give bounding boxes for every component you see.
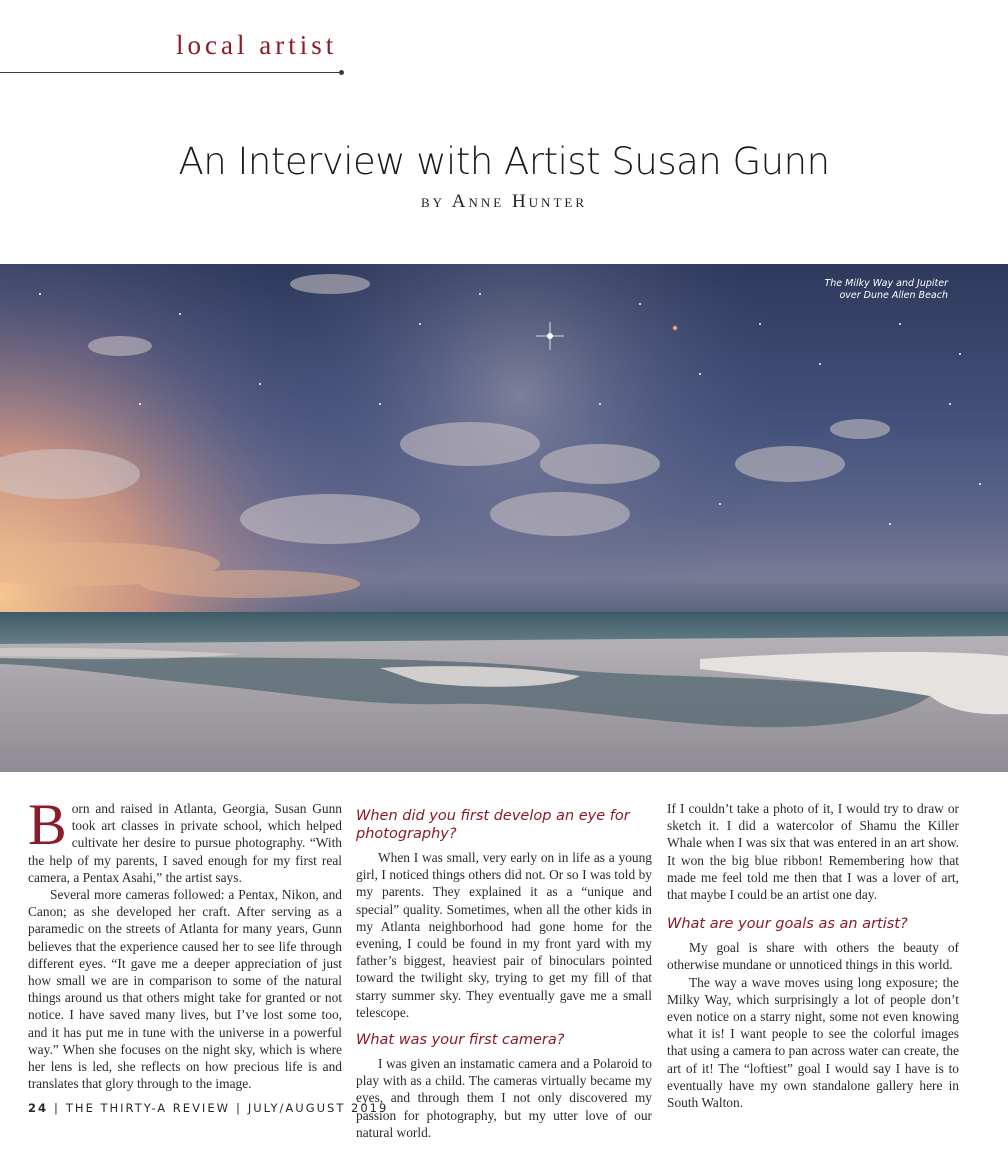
photo-caption-line: over Dune Allen Beach <box>839 290 948 301</box>
footer-separator: | <box>235 1101 242 1115</box>
article-column-3 <box>667 800 959 1111</box>
page-footer <box>28 1101 388 1115</box>
hero-photo <box>0 264 1008 772</box>
interview-question: What was your first camera? <box>356 1032 565 1049</box>
night-sky-beach-illustration <box>0 264 1008 772</box>
article-paragraph: Several more cameras followed: a Pentax, Nikon, and Canon; as she developed her craft. After serving as a paramedic on the streets of Atlanta for many years, Gunn believes that the experience caused her to see life through different eyes. “It gave me a deeper appreciation of just how small we are in comparison to some of the natural things around us that others might take for granted or not notice. I have saved many lives, but I’ve lost some too, and it has put me in tune with the universe in a powerful way.” When she focuses on the night sky, which is where her lens is led, she reflects on how precious life is and translates that glory through to the image. <box>28 887 342 1092</box>
article-paragraph: If I couldn’t take a photo of it, I would try to draw or sketch it. I did a watercolor of Shamu the Killer Whale when I was six that was entered in an art show. It won the big blue ribbon! Remembering how that made me feel told me then that I was a lover of art, that maybe I could be an artist one day. <box>667 801 959 903</box>
photo-caption <box>748 278 948 302</box>
section-label: local artist <box>176 30 338 60</box>
article-byline: by Anne Hunter <box>421 191 587 212</box>
section-rule <box>0 72 342 73</box>
article-paragraph: I was given an instamatic camera and a Polaroid to play with as a child. The cameras virtually became my eyes, and through them I not only discovered my passion for photography, but my utter love of our natural world. <box>356 1056 652 1140</box>
publication-name: THE THIRTY-A REVIEW <box>65 1101 230 1115</box>
photo-caption-line: The Milky Way and Jupiter <box>824 278 948 289</box>
article-paragraph: orn and raised in Atlanta, Georgia, Susan Gunn took art classes in private school, which helped cultivate her desire to pursue photography. “With the help of my parents, I saved enough for my first real camera, a Pentax Asahi,” the artist says. <box>28 801 342 885</box>
article-paragraph: The way a wave moves using long exposure; the Milky Way, which surprisingly a lot of people don’t even notice on a starry night, some not even knowing what it is! I want people to see the colorful images that using a camera to pan across water can create, the art of it! The “loftiest” goal I would say I have is to eventually have my own standalone gallery here in South Walton. <box>667 974 959 1111</box>
article-paragraph: My goal is share with others the beauty of otherwise mundane or unnoticed things in this world. <box>667 940 959 973</box>
article-headline: An Interview with Artist Susan Gunn <box>178 140 830 183</box>
page-number: 24 <box>28 1101 49 1115</box>
interview-question: What are your goals as an artist? <box>667 916 908 933</box>
interview-question: When did you first develop an eye for photography? <box>356 808 630 842</box>
section-rule-dot <box>339 70 344 75</box>
drop-cap: B <box>28 792 67 857</box>
article-column-1 <box>28 792 342 1092</box>
article-column-2 <box>356 800 652 1141</box>
article-paragraph: When I was small, very early on in life as a young girl, I noticed things others did not. Or so I was told by my parents. They explained it as a “unique and special” quality. Sometimes, when all the other kids in my Atlanta neighborhood had gone home for the evening, I could be found in my front yard with my father’s biggest, heaviest pair of binoculars pointed toward the twilight sky, trying to get my fill of that starry summer sky. They eventually gave me a small telescope. <box>356 850 652 1020</box>
footer-separator: | <box>54 1101 60 1115</box>
issue-date: JULY/AUGUST 2019 <box>247 1101 389 1115</box>
